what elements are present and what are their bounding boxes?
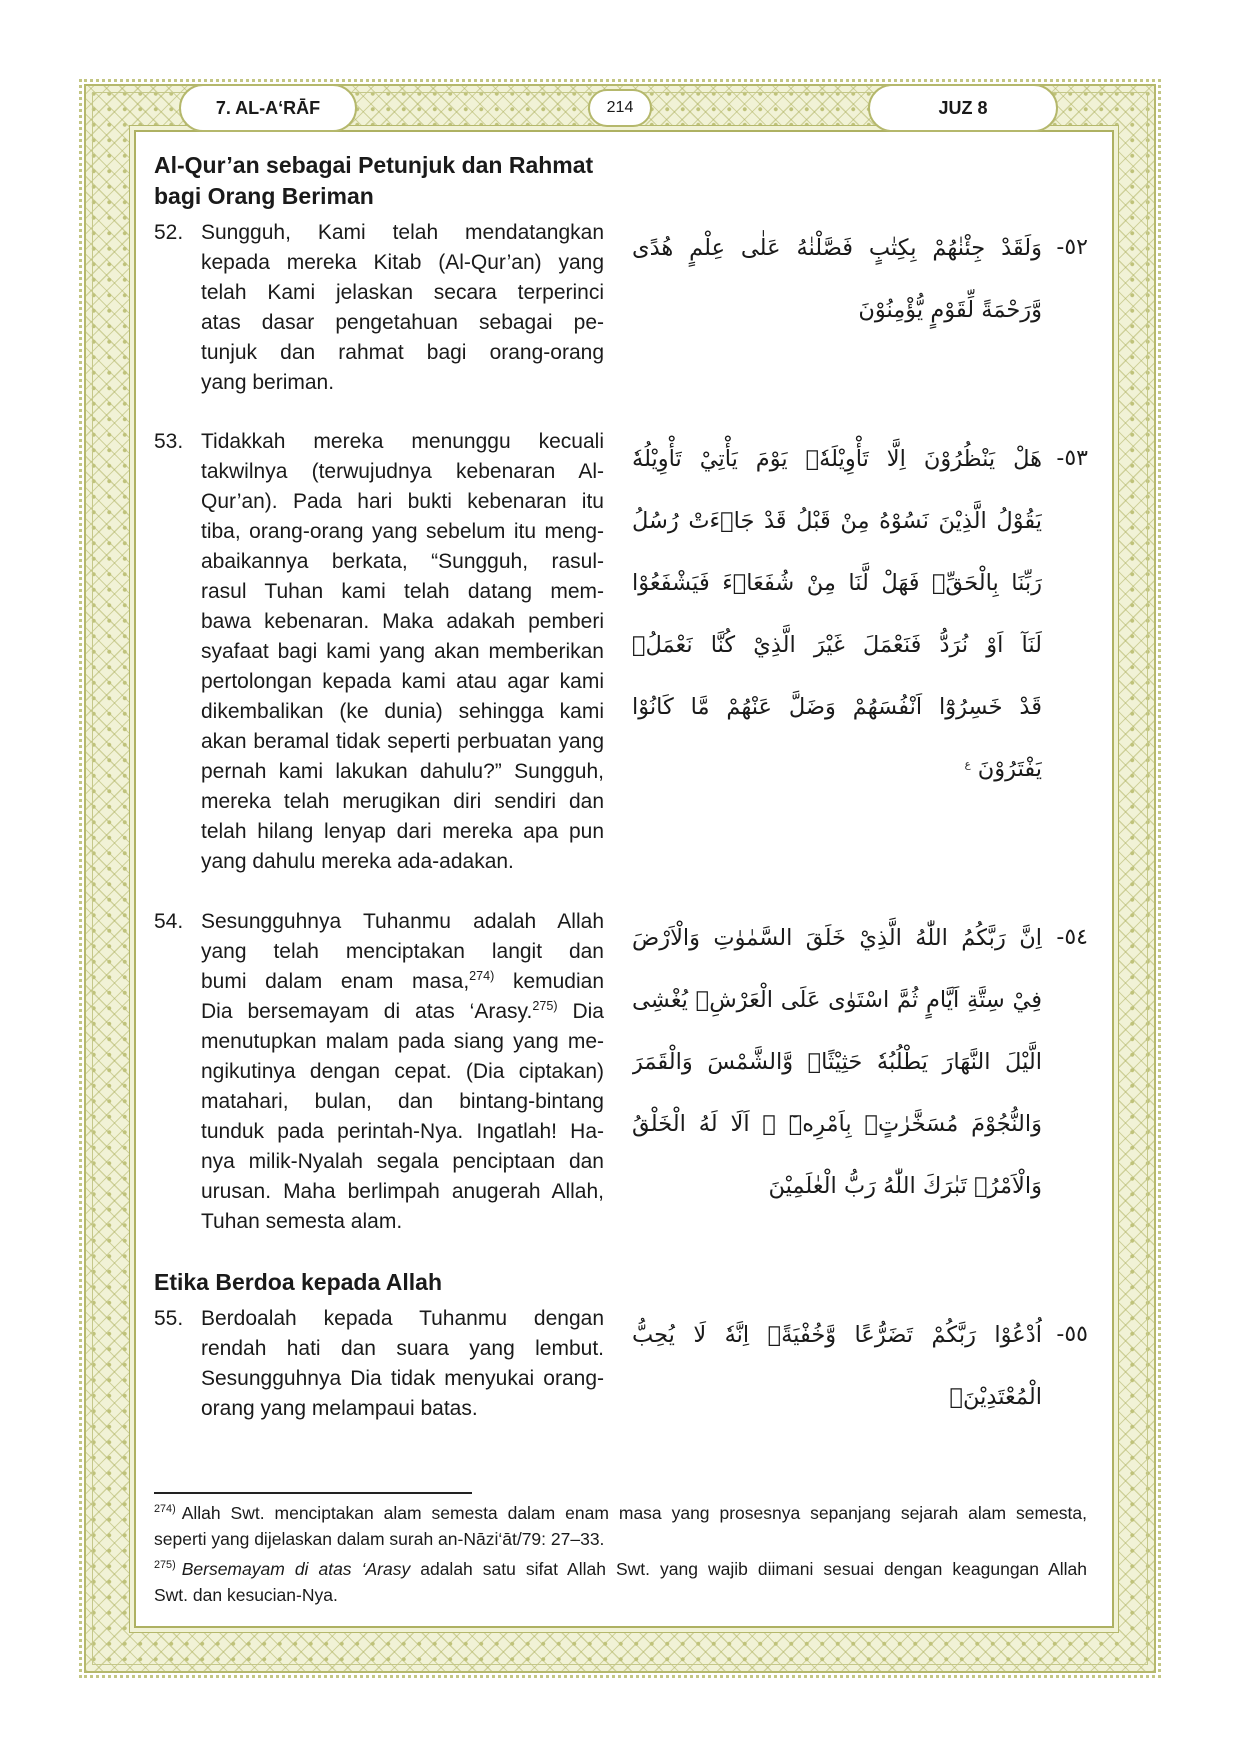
arabic-line	[632, 428, 1042, 490]
text-segment: yang dahulu mereka ada-adakan.	[201, 850, 514, 873]
arabic-line	[632, 1304, 1042, 1366]
footnote-line	[154, 1556, 1087, 1582]
arabic-text	[632, 428, 1042, 800]
translation-text	[201, 427, 604, 877]
arabic-text	[632, 907, 1042, 1217]
text-segment: yang telah menciptakan langit dan	[201, 940, 604, 963]
footnote-line	[154, 1526, 1087, 1552]
arabic-line	[632, 279, 1042, 341]
surah-name-text: 7. AL-A‘RĀF	[215, 98, 321, 118]
verse-number: 54.	[154, 910, 184, 933]
arabic-verse-number: -٥٢	[1056, 235, 1088, 260]
text-segment: Allah Swt. menciptakan alam semesta dalam enam masa yang prosesnya sepanjang sejarah alam semesta,	[181, 1503, 1087, 1523]
translation-line	[201, 787, 604, 817]
text-segment: telah hilang lenyap dari mereka apa pun	[201, 820, 604, 843]
text-segment: اُدْعُوْا رَبَّكُمْ تَضَرُّعًا وَّخُفْيَةًۗ اِنَّهٗ لَا يُحِبُّ	[632, 1322, 1042, 1348]
arabic-verse-number: -٥٥	[1056, 1322, 1088, 1347]
rukuk-sign: ع	[964, 759, 971, 771]
juz-text: JUZ 8	[938, 98, 988, 118]
footnote-reference: 275)	[532, 999, 558, 1013]
text-segment: seperti yang dijelaskan dalam surah an-Nāzi‘āt/79: 27–33.	[154, 1529, 605, 1549]
translation-line	[201, 427, 604, 457]
text-segment: فِيْ سِتَّةِ اَيَّامٍ ثُمَّ اسْتَوٰى عَلَى الْعَرْشِۗ يُغْشِى	[632, 987, 1042, 1013]
footnote-line	[154, 1500, 1087, 1526]
translation-line	[201, 1027, 604, 1057]
translation-line	[201, 577, 604, 607]
translation-line	[201, 817, 604, 847]
text-segment: يَقُوْلُ الَّذِيْنَ نَسُوْهُ مِنْ قَبْلُ قَدْ جَاۤءَتْ رُسُلُ	[632, 508, 1042, 534]
text-segment: وَالنُّجُوْمَ مُسَخَّرٰتٍۢ بِاَمْرِهٖٓ ۙ اَلَا لَهُ الْخَلْقُ	[632, 1111, 1042, 1137]
translation-line	[201, 667, 604, 697]
text-segment: Berdoalah kepada Tuhanmu dengan	[201, 1307, 604, 1330]
text-segment: Tidakkah mereka menunggu kecuali	[201, 430, 604, 453]
footnote-marker: 274)	[154, 1503, 176, 1516]
translation-line	[201, 308, 604, 338]
text-segment: dikembalikan (ke dunia) sehingga kami	[201, 700, 604, 723]
arabic-line	[632, 490, 1042, 552]
text-segment: الَّيْلَ النَّهَارَ يَطْلُبُهٗ حَثِيْثًاۙ وَّالشَّمْسَ وَالْقَمَرَ	[632, 1049, 1042, 1075]
arabic-line	[632, 1093, 1042, 1155]
arabic-verse-number: -٥٣	[1056, 446, 1088, 471]
translation-text	[201, 218, 604, 398]
translation-line	[201, 1057, 604, 1087]
arabic-line	[632, 738, 1042, 800]
text-segment: وَلَقَدْ جِئْنٰهُمْ بِكِتٰبٍ فَصَّلْنٰهُ عَلٰى عِلْمٍ هُدًى	[632, 235, 1042, 261]
arabic-line	[632, 676, 1042, 738]
footnote	[154, 1500, 1087, 1552]
translation-line	[201, 1147, 604, 1177]
translation-line	[201, 1117, 604, 1147]
text-segment: Sesungguhnya Dia tidak menyukai orang-	[201, 1367, 604, 1390]
translation-line	[201, 547, 604, 577]
verse-number: 52.	[154, 221, 184, 244]
text-segment: akan beramal tidak seperti perbuatan yang	[201, 730, 604, 753]
text-segment: yang beriman.	[201, 371, 335, 394]
text-segment: mereka telah merugikan diri sendiri dan	[201, 790, 604, 813]
text-segment: tiba, orang-orang yang sebelum itu meng-	[201, 520, 604, 543]
text-segment: kepada mereka Kitab (Al-Qur’an) yang	[201, 251, 604, 274]
footnote	[154, 1556, 1087, 1608]
text-segment: رَبِّنَا بِالْحَقِّۚ فَهَلْ لَّنَا مِنْ شُفَعَاۤءَ فَيَشْفَعُوْا	[632, 570, 1042, 596]
text-segment: Dia	[557, 1000, 604, 1023]
arabic-line	[632, 1031, 1042, 1093]
translation-line	[201, 1394, 604, 1424]
translation-text	[201, 1304, 604, 1424]
translation-line	[201, 1207, 604, 1237]
translation-line	[201, 997, 604, 1027]
text-segment: abaikannya berkata, “Sungguh, rasul-	[201, 550, 604, 573]
translation-line	[201, 967, 604, 997]
footnote-line	[154, 1582, 1087, 1608]
text-segment: pernah kami lakukan dahulu?” Sungguh,	[201, 760, 604, 783]
arabic-line	[632, 1155, 1042, 1217]
translation-text	[201, 907, 604, 1237]
text-segment: وَالْاَمْرُۗ تَبٰرَكَ اللّٰهُ رَبُّ الْعٰلَمِيْنَ	[768, 1173, 1042, 1199]
section-heading-line: Al-Qur’an sebagai Petunjuk dan Rahmat	[154, 152, 594, 178]
footnotes	[154, 1500, 1087, 1612]
translation-line	[201, 1087, 604, 1117]
translation-line	[201, 697, 604, 727]
footnote-marker: 275)	[154, 1559, 176, 1572]
text-segment: rendah hati dan suara yang lembut.	[201, 1337, 604, 1360]
translation-line	[201, 937, 604, 967]
text-segment: لَنَآ اَوْ نُرَدُّ فَنَعْمَلَ غَيْرَ الَّذِيْ كُنَّا نَعْمَلُۗ	[632, 632, 1042, 658]
text-segment: Sesungguhnya Tuhanmu adalah Allah	[201, 910, 604, 933]
translation-line	[201, 607, 604, 637]
footnote-separator	[154, 1492, 472, 1494]
arabic-line	[632, 552, 1042, 614]
arabic-line	[632, 969, 1042, 1031]
text-segment: pertolongan kepada kami atau agar kami	[201, 670, 604, 693]
text-segment: bumi dalam enam masa,	[201, 970, 470, 993]
verse-number: 55.	[154, 1307, 184, 1330]
translation-line	[201, 368, 604, 398]
footnote-reference: 274)	[469, 969, 495, 983]
arabic-text	[632, 217, 1042, 341]
arabic-line	[632, 614, 1042, 676]
text-segment: orang yang melampaui batas.	[201, 1397, 478, 1420]
text-segment: adalah satu sifat Allah Swt. yang wajib diimani sesuai dengan keagungan Allah	[410, 1559, 1087, 1579]
page-number-label	[588, 89, 652, 127]
text-segment: وَّرَحْمَةً لِّقَوْمٍ يُّؤْمِنُوْنَ	[858, 297, 1042, 323]
translation-line	[201, 487, 604, 517]
text-segment: nya milik-Nyalah segala penciptaan dan	[201, 1150, 604, 1173]
arabic-line	[632, 217, 1042, 279]
text-segment: urusan. Maha berlimpah anugerah Allah,	[201, 1180, 604, 1203]
text-segment: takwilnya (terwujudnya kebenaran Al-	[201, 460, 604, 483]
text-segment: هَلْ يَنْظُرُوْنَ اِلَّا تَأْوِيْلَهٗۗ يَوْمَ يَأْتِيْ تَأْوِيْلُهٗ	[632, 446, 1042, 472]
translation-line	[201, 1177, 604, 1207]
text-segment: kemudian	[494, 970, 604, 993]
text-segment: اِنَّ رَبَّكُمُ اللّٰهُ الَّذِيْ خَلَقَ السَّمٰوٰتِ وَالْاَرْضَ	[632, 925, 1042, 951]
text-segment: atas dasar pengetahuan sebagai pe-	[201, 311, 604, 334]
text-segment: matahari, bulan, dan bintang-bintang	[201, 1090, 604, 1113]
text-segment: Qur’an). Pada hari bukti kebenaran itu	[201, 490, 604, 513]
arabic-line	[632, 1366, 1042, 1428]
text-segment: telah Kami jelaskan secara terperinci	[201, 281, 604, 304]
translation-line	[201, 1334, 604, 1364]
text-segment: الْمُعْتَدِيْنَۚ	[949, 1384, 1042, 1410]
translation-line	[201, 637, 604, 667]
text-segment: tunduk pada perintah-Nya. Ingatlah! Ha-	[201, 1120, 604, 1143]
section-heading	[154, 150, 593, 212]
translation-line	[201, 847, 604, 877]
surah-name-label	[179, 84, 357, 132]
translation-line	[201, 457, 604, 487]
translation-line	[201, 727, 604, 757]
text-segment: Swt. dan kesucian-Nya.	[154, 1585, 338, 1605]
translation-line	[201, 907, 604, 937]
text-segment: Dia bersemayam di atas ‘Arasy.	[201, 1000, 533, 1023]
translation-line	[201, 757, 604, 787]
translation-line	[201, 338, 604, 368]
translation-line	[201, 218, 604, 248]
text-segment: يَفْتَرُوْنَ	[970, 756, 1042, 782]
italic-term: Bersemayam di atas ‘Arasy	[181, 1559, 411, 1579]
text-segment: Tuhan semesta alam.	[201, 1210, 403, 1233]
text-segment: Sungguh, Kami telah mendatangkan	[201, 221, 604, 244]
text-segment: ngikutinya dengan cepat. (Dia ciptakan)	[201, 1060, 604, 1083]
translation-line	[201, 1304, 604, 1334]
arabic-verse-number: -٥٤	[1056, 925, 1088, 950]
text-segment: menutupkan malam pada siang yang me-	[201, 1030, 604, 1053]
text-segment: قَدْ خَسِرُوْٓا اَنْفُسَهُمْ وَضَلَّ عَنْهُمْ مَّا كَانُوْا	[632, 694, 1042, 720]
translation-line	[201, 278, 604, 308]
juz-label	[868, 84, 1058, 132]
translation-line	[201, 517, 604, 547]
section-heading: Etika Berdoa kepada Allah	[154, 1269, 443, 1295]
text-segment: bawa kebenaran. Maka adakah pemberi	[201, 610, 604, 633]
text-segment: tunjuk dan rahmat bagi orang-orang	[201, 341, 604, 364]
arabic-line	[632, 907, 1042, 969]
translation-line	[201, 1364, 604, 1394]
arabic-text	[632, 1304, 1042, 1428]
text-segment: syafaat bagi kami yang akan memberikan	[201, 640, 604, 663]
verse-number: 53.	[154, 430, 184, 453]
translation-line	[201, 248, 604, 278]
section-heading-line: bagi Orang Beriman	[154, 183, 374, 209]
page-number-text: 214	[606, 99, 634, 116]
text-segment: rasul Tuhan kami telah datang mem-	[201, 580, 604, 603]
